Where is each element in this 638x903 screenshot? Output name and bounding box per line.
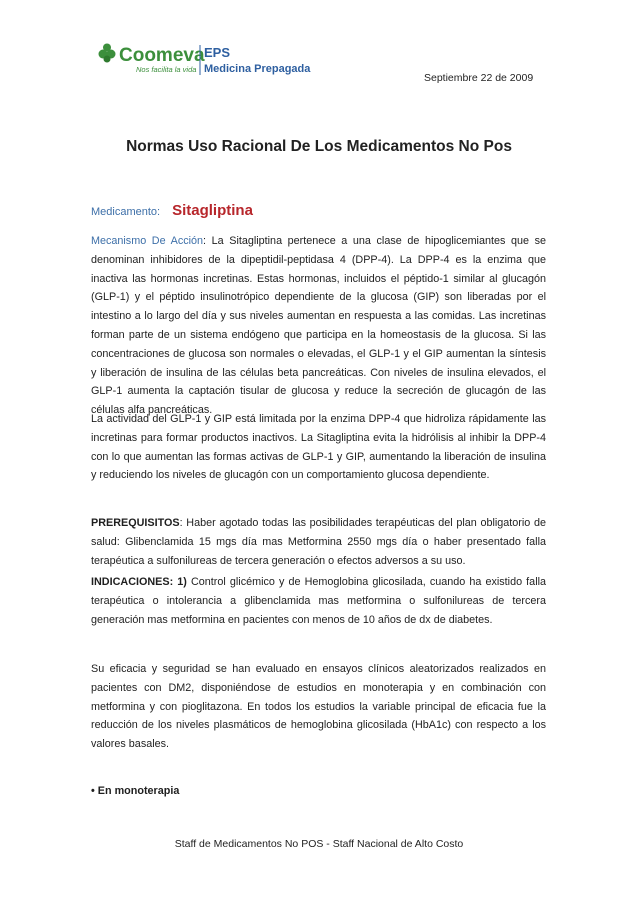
prerequisitos-paragraph (91, 514, 546, 570)
document-date: Septiembre 22 de 2009 (424, 72, 534, 84)
logo-brand: Coomeva (119, 45, 205, 66)
logo-division: Medicina Prepagada (204, 63, 311, 75)
page-footer: Staff de Medicamentos No POS - Staff Nacional de Alto Costo (174, 838, 464, 850)
mecanismo-label: Mecanismo De Acción (91, 235, 204, 247)
monoterapia-heading: • En monoterapia (91, 785, 180, 797)
logo-eps: EPS (204, 45, 231, 60)
logo-tagline: Nos facilita la vida (136, 65, 197, 74)
indicaciones-label: INDICACIONES: 1) (91, 576, 187, 588)
mecanismo-paragraph (91, 232, 546, 420)
prerequisitos-text: : Haber agotado todas las posibilidades terapéuticas del plan obligatorio de salud: Glibenclamida 15 mgs día mas Metformina 2550 mgs día o haber presentado falla terapéutica a sulfonilureas de tercera generación o efectos adversos a su uso. (91, 517, 546, 567)
medicamento-name: Sitagliptina (172, 202, 253, 219)
medicamento-label: Medicamento: (91, 206, 161, 218)
coomeva-logo (94, 43, 334, 83)
prerequisitos-label: PREREQUISITOS (91, 517, 180, 529)
document-title: Normas Uso Racional De Los Medicamentos No Pos (126, 138, 512, 155)
actividad-paragraph: La actividad del GLP-1 y GIP está limitada por la enzima DPP-4 que hidroliza rápidamente las incretinas para formar productos inactivos. La Sitagliptina evita la hidrólisis al inhibir la DPP-4 con lo que aumentan las formas activas de GLP-1 y GIP, aumentando la liberación de insulina y reduciendo los niveles de glucagón con un comportamiento glucosa dependiente. (91, 413, 546, 482)
mecanismo-text: : La Sitagliptina pertenece a una clase de hipoglicemiantes que se denominan inhibidores de la dipeptidil-peptidasa 4 (DPP-4). La DPP-4 es la enzima que inactiva las hormonas incretinas. Estas hormonas, incluidos el péptido-1 similar al glucagón (GLP-1) y el péptido insulinotrópico dependiente de la glucosa (GIP) son liberadas por el intestino a lo largo del día y sus niveles aumentan en respuesta a las comidas. Las incretinas forman parte de un sistema endógeno que participa en la homeostasis de la glucosa. Si las concentraciones de glucosa son normales o elevadas, el GLP-1 y el GIP aumentan la síntesis y liberación de insulina de las células beta pancreáticas. Con niveles de insulina elevados, el GLP-1 aumenta la captación tisular de glucosa y reduce la secreción de glucagón de las células alfa pancreáticas. (91, 235, 546, 417)
coomeva-symbol-icon (99, 44, 116, 63)
indicaciones-paragraph (91, 573, 546, 629)
medicamento-line (91, 202, 253, 220)
indicaciones-text: Control glicémico y de Hemoglobina glicosilada, cuando ha existido falla terapéutica o intolerancia a glibenclamida mas metformina o sulfonilureas de tercera generación mas metformina en pacientes con menos de 10 años de dx de diabetes. (91, 576, 546, 626)
eficacia-paragraph: Su eficacia y seguridad se han evaluado en ensayos clínicos aleatorizados realizados en pacientes con DM2, disponiéndose de estudios en monoterapia y en combinación con metformina y con pioglitazona. En todos los estudios la variable principal de eficacia fue la reducción de los niveles plasmáticos de hemoglobina glicosilada (HbA1c) con respecto a los valores basales. (91, 663, 546, 751)
